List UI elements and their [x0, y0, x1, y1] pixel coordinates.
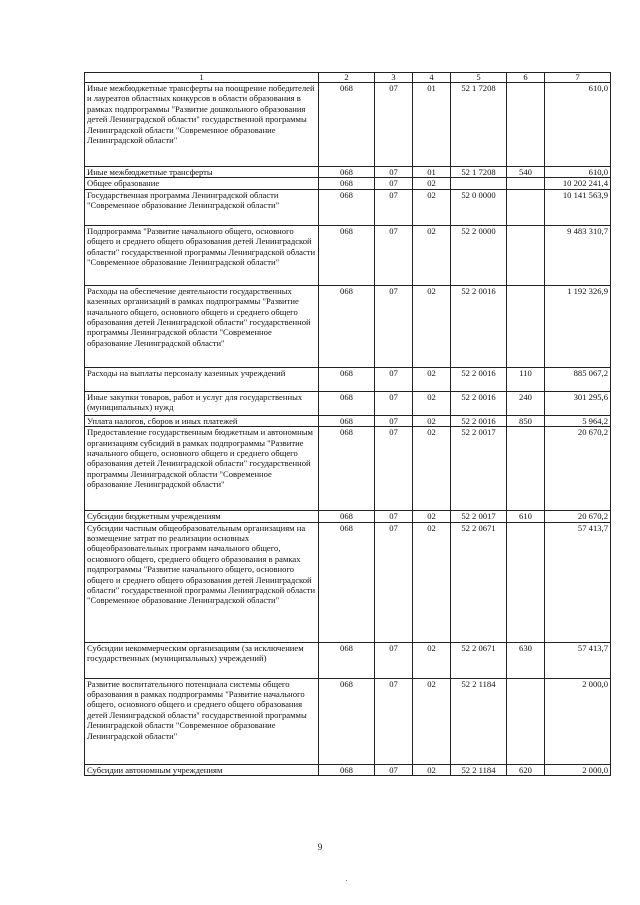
- row-target-code: 52 1 7208: [451, 167, 507, 178]
- row-subsection-code: 01: [413, 83, 451, 167]
- table-row: [85, 167, 611, 178]
- row-admin-code: 068: [319, 678, 375, 764]
- row-section-code: 07: [375, 285, 413, 367]
- header-cell: 6: [507, 73, 545, 83]
- row-admin-code: 068: [319, 83, 375, 167]
- row-subsection-code: 02: [413, 678, 451, 764]
- table-row: [85, 83, 611, 167]
- header-row: [85, 73, 611, 83]
- row-section-code: 07: [375, 764, 413, 775]
- row-expense-type: [507, 285, 545, 367]
- table-row: [85, 367, 611, 391]
- row-target-code: [451, 178, 507, 189]
- header-cell: 4: [413, 73, 451, 83]
- row-section-code: 07: [375, 178, 413, 189]
- row-admin-code: 068: [319, 522, 375, 642]
- row-name: Субсидии бюджетным учреждениям: [85, 511, 319, 522]
- row-section-code: 07: [375, 83, 413, 167]
- row-subsection-code: 02: [413, 225, 451, 285]
- row-admin-code: 068: [319, 167, 375, 178]
- row-section-code: 07: [375, 427, 413, 511]
- table-row: [85, 678, 611, 764]
- row-section-code: 07: [375, 225, 413, 285]
- row-amount: 20 670,2: [545, 427, 611, 511]
- row-section-code: 07: [375, 415, 413, 426]
- row-target-code: 52 2 0016: [451, 367, 507, 391]
- row-expense-type: [507, 522, 545, 642]
- row-name: Общее образование: [85, 178, 319, 189]
- row-expense-type: 540: [507, 167, 545, 178]
- row-expense-type: 850: [507, 415, 545, 426]
- table-row: [85, 415, 611, 426]
- row-name: Субсидии частным общеобразовательным организациям на возмещение затрат по реализации основных общеобразовательных программ начального общего, основного общего, среднего общего образования в рамках подпрограммы "Развитие начального общего, основного общего и среднего общего образования детей Ленинградской области" государственной программы Ленинградской области "Современное образование Ленинградской области": [85, 522, 319, 642]
- row-subsection-code: 02: [413, 764, 451, 775]
- row-target-code: 52 1 7208: [451, 83, 507, 167]
- row-amount: 2 000,0: [545, 678, 611, 764]
- row-amount: 20 670,2: [545, 511, 611, 522]
- row-amount: 57 413,7: [545, 522, 611, 642]
- row-section-code: 07: [375, 367, 413, 391]
- row-expense-type: [507, 225, 545, 285]
- row-expense-type: 610: [507, 511, 545, 522]
- row-admin-code: 068: [319, 367, 375, 391]
- row-admin-code: 068: [319, 764, 375, 775]
- row-name: Уплата налогов, сборов и иных платежей: [85, 415, 319, 426]
- table-row: [85, 189, 611, 225]
- row-admin-code: 068: [319, 225, 375, 285]
- row-section-code: 07: [375, 167, 413, 178]
- row-admin-code: 068: [319, 285, 375, 367]
- row-name: Субсидии автономным учреждениям: [85, 764, 319, 775]
- table-row: [85, 642, 611, 678]
- row-subsection-code: 02: [413, 511, 451, 522]
- row-subsection-code: 02: [413, 189, 451, 225]
- row-amount: 2 000,0: [545, 764, 611, 775]
- page-number: 9: [317, 842, 323, 852]
- row-expense-type: [507, 427, 545, 511]
- row-subsection-code: 02: [413, 391, 451, 415]
- row-admin-code: 068: [319, 415, 375, 426]
- table-row: [85, 225, 611, 285]
- row-expense-type: [507, 83, 545, 167]
- header-cell: 1: [85, 73, 319, 83]
- row-admin-code: 068: [319, 391, 375, 415]
- row-subsection-code: 02: [413, 415, 451, 426]
- row-target-code: 52 2 0017: [451, 427, 507, 511]
- row-target-code: 52 2 0000: [451, 225, 507, 285]
- row-subsection-code: 02: [413, 367, 451, 391]
- row-admin-code: 068: [319, 642, 375, 678]
- row-name: Иные межбюджетные трансферты: [85, 167, 319, 178]
- row-subsection-code: 02: [413, 178, 451, 189]
- row-admin-code: 068: [319, 189, 375, 225]
- row-target-code: 52 0 0000: [451, 189, 507, 225]
- row-section-code: 07: [375, 391, 413, 415]
- row-admin-code: 068: [319, 511, 375, 522]
- row-expense-type: 240: [507, 391, 545, 415]
- row-name: Предоставление государственным бюджетным и автономным организациям субсидий в рамках подпрограммы "Развитие начального общего, основного общего и среднего общего образования детей Ленинградской области" государственной программы Ленинградской области "Современное образование Ленинградской области": [85, 427, 319, 511]
- row-name: Государственная программа Ленинградской области "Современное образование Ленинградской области": [85, 189, 319, 225]
- row-amount: 610,0: [545, 83, 611, 167]
- row-subsection-code: 02: [413, 427, 451, 511]
- row-amount: 10 141 563,9: [545, 189, 611, 225]
- row-target-code: 52 2 0671: [451, 642, 507, 678]
- row-target-code: 52 2 0016: [451, 415, 507, 426]
- header-cell: 5: [451, 73, 507, 83]
- row-expense-type: [507, 178, 545, 189]
- row-target-code: 52 2 0671: [451, 522, 507, 642]
- row-expense-type: 620: [507, 764, 545, 775]
- row-name: Иные закупки товаров, работ и услуг для государственных (муниципальных) нужд: [85, 391, 319, 415]
- row-subsection-code: 02: [413, 642, 451, 678]
- row-expense-type: [507, 678, 545, 764]
- header-cell: 7: [545, 73, 611, 83]
- row-subsection-code: 02: [413, 285, 451, 367]
- row-amount: 610,0: [545, 167, 611, 178]
- row-name: Субсидии некоммерческим организациям (за исключением государственных (муниципальных) учреждений): [85, 642, 319, 678]
- row-amount: 301 295,6: [545, 391, 611, 415]
- header-cell: 3: [375, 73, 413, 83]
- row-amount: 5 964,2: [545, 415, 611, 426]
- table-row: [85, 285, 611, 367]
- header-cell: 2: [319, 73, 375, 83]
- row-admin-code: 068: [319, 427, 375, 511]
- row-target-code: 52 2 1184: [451, 764, 507, 775]
- row-expense-type: [507, 189, 545, 225]
- row-amount: 10 202 241,4: [545, 178, 611, 189]
- row-amount: 9 483 310,7: [545, 225, 611, 285]
- row-name: Иные межбюджетные трансферты на поощрение победителей и лауреатов областных конкурсов в области образования в рамках подпрограммы "Развитие дошкольного образования детей Ленинградской области" государственной программы Ленинградской области "Современное образование Ленинградской области": [85, 83, 319, 167]
- table-row: [85, 511, 611, 522]
- row-target-code: 52 2 1184: [451, 678, 507, 764]
- row-amount: 57 413,7: [545, 642, 611, 678]
- row-name: Подпрограмма "Развитие начального общего, основного общего и среднего общего образования детей Ленинградской области" государственной программы Ленинградской области "Современное образование Ленинградской области": [85, 225, 319, 285]
- row-section-code: 07: [375, 511, 413, 522]
- row-subsection-code: 01: [413, 167, 451, 178]
- table-row: [85, 427, 611, 511]
- row-admin-code: 068: [319, 178, 375, 189]
- row-section-code: 07: [375, 189, 413, 225]
- row-amount: 885 067,2: [545, 367, 611, 391]
- table-row: [85, 764, 611, 775]
- table-row: [85, 178, 611, 189]
- scan-artifact: [346, 880, 347, 881]
- row-target-code: 52 2 0016: [451, 285, 507, 367]
- row-name: Расходы на обеспечение деятельности государственных казенных организаций в рамках подпрограммы "Развитие начального общего, основного общего и среднего общего образования детей Ленинградской области" государственной программы Ленинградской области "Современное образование Ленинградской области": [85, 285, 319, 367]
- row-subsection-code: 02: [413, 522, 451, 642]
- row-amount: 1 192 326,9: [545, 285, 611, 367]
- row-expense-type: 630: [507, 642, 545, 678]
- budget-table: [84, 72, 611, 776]
- row-name: Расходы на выплаты персоналу казенных учреждений: [85, 367, 319, 391]
- row-expense-type: 110: [507, 367, 545, 391]
- row-section-code: 07: [375, 642, 413, 678]
- row-name: Развитие воспитательного потенциала системы общего образования в рамках подпрограммы "Развитие начального общего, основного общего и среднего общего образования детей Ленинградской области" государственной программы Ленинградской области "Современное образование Ленинградской области": [85, 678, 319, 764]
- table-row: [85, 522, 611, 642]
- table-row: [85, 391, 611, 415]
- row-section-code: 07: [375, 678, 413, 764]
- row-target-code: 52 2 0017: [451, 511, 507, 522]
- row-target-code: 52 2 0016: [451, 391, 507, 415]
- row-section-code: 07: [375, 522, 413, 642]
